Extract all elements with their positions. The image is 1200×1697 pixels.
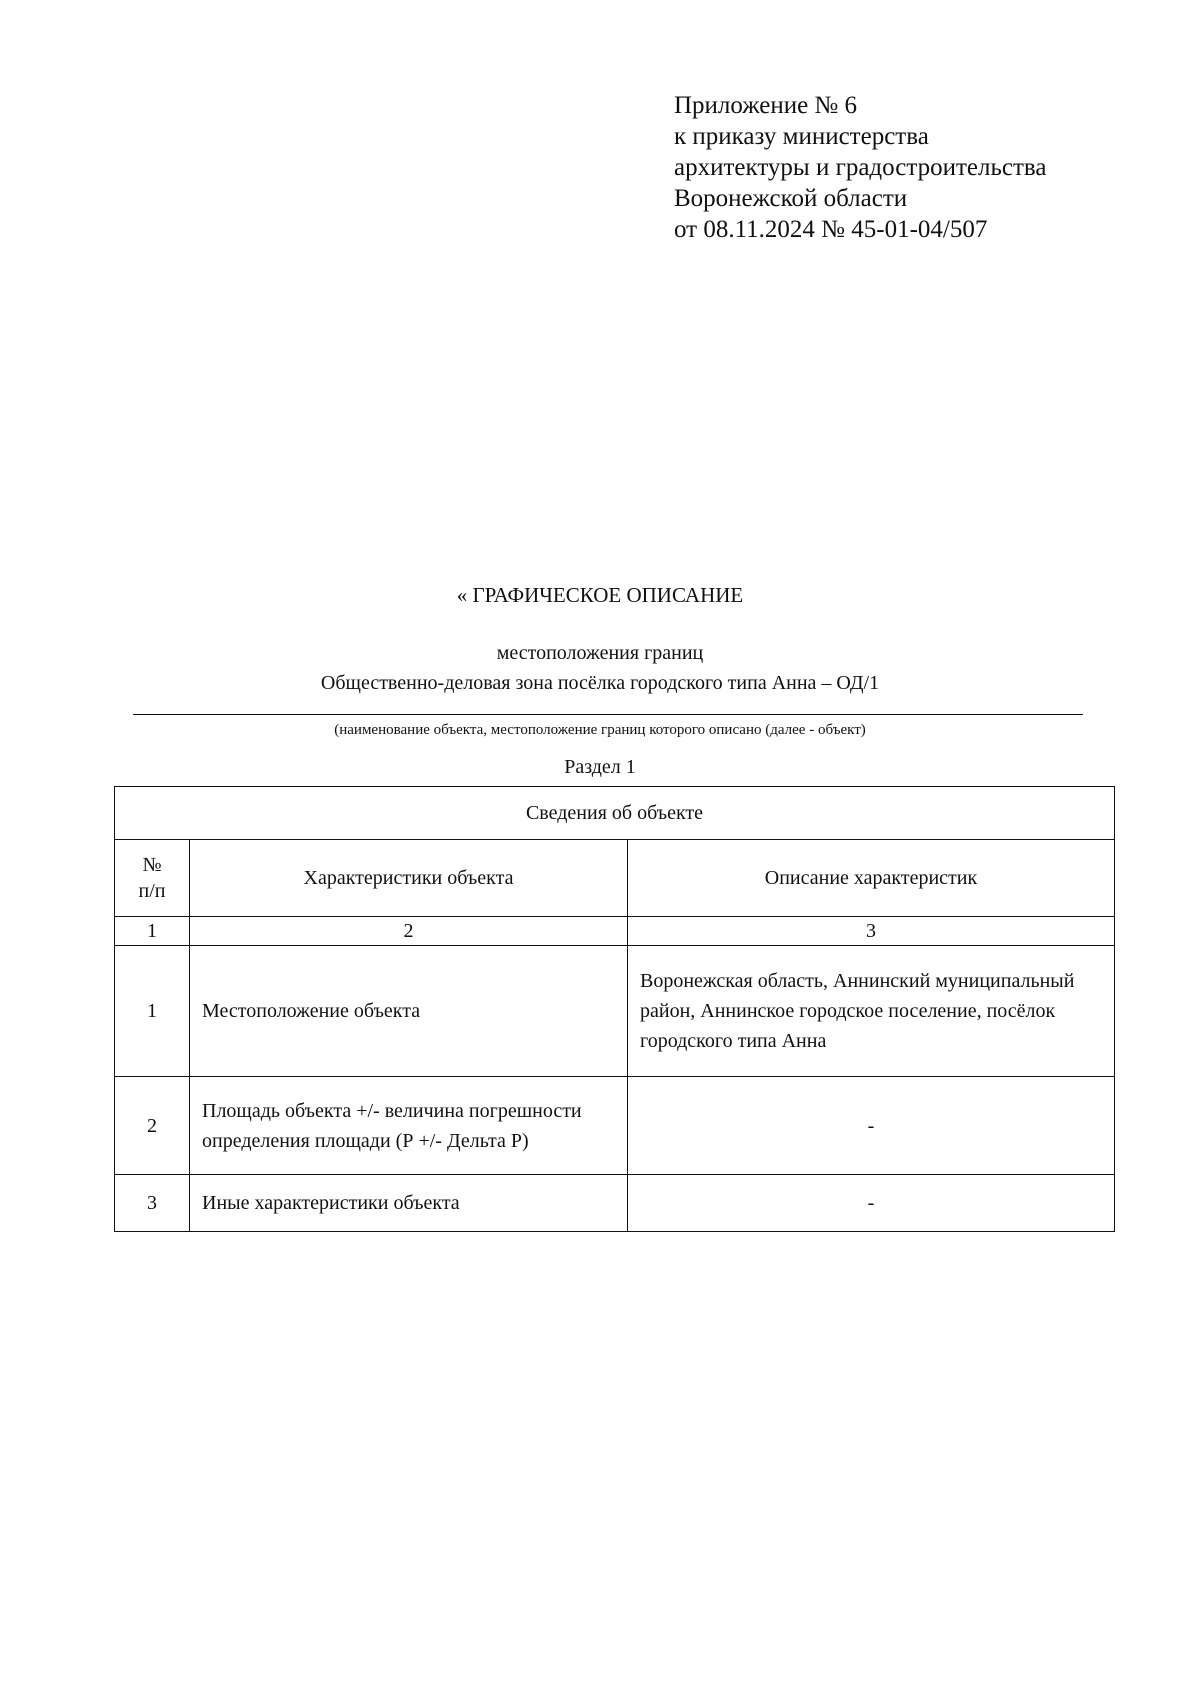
- document-subtitle: местоположения границ: [496, 642, 704, 664]
- row-number: 1: [115, 946, 190, 1077]
- column-header-number-label: № п/п: [138, 854, 166, 902]
- row-description: -: [628, 1175, 1115, 1232]
- object-info-table: [114, 786, 1115, 1232]
- appendix-line-1: Приложение № 6: [674, 92, 858, 119]
- appendix-line-4: Воронежской области: [674, 185, 908, 212]
- table-heading: Сведения об объекте: [115, 787, 1115, 840]
- object-name: Общественно-деловая зона посёлка городского типа Анна – ОД/1: [320, 672, 880, 694]
- object-name-caption: (наименование объекта, местоположение границ которого описано (далее - объект): [334, 722, 866, 738]
- column-number-3: 3: [628, 917, 1115, 946]
- column-number-1: 1: [115, 917, 190, 946]
- document-title: « ГРАФИЧЕСКОЕ ОПИСАНИЕ: [456, 583, 744, 607]
- object-name-underline: [133, 714, 1083, 715]
- table-row: [115, 1077, 1115, 1175]
- column-header-number: [115, 840, 190, 917]
- appendix-line-2: к приказу министерства: [674, 123, 929, 150]
- row-description: Воронежская область, Аннинский муниципальный район, Аннинское городское поселение, посёлок городского типа Анна: [628, 946, 1115, 1077]
- section-title: Раздел 1: [564, 756, 636, 778]
- table-row: [115, 946, 1115, 1077]
- column-number-2: 2: [190, 917, 628, 946]
- row-description: -: [628, 1077, 1115, 1175]
- row-number: 2: [115, 1077, 190, 1175]
- table-row: [115, 1175, 1115, 1232]
- row-characteristic: Местоположение объекта: [190, 946, 628, 1077]
- appendix-block: [674, 90, 1046, 245]
- row-characteristic: Площадь объекта +/- величина погрешности определения площади (Р +/- Дельта Р): [190, 1077, 628, 1175]
- column-header-characteristics: Характеристики объекта: [190, 840, 628, 917]
- appendix-line-5: от 08.11.2024 № 45-01-04/507: [674, 216, 988, 243]
- row-characteristic: Иные характеристики объекта: [190, 1175, 628, 1232]
- column-header-description: Описание характеристик: [628, 840, 1115, 917]
- appendix-line-3: архитектуры и градостроительства: [674, 154, 1047, 181]
- row-number: 3: [115, 1175, 190, 1232]
